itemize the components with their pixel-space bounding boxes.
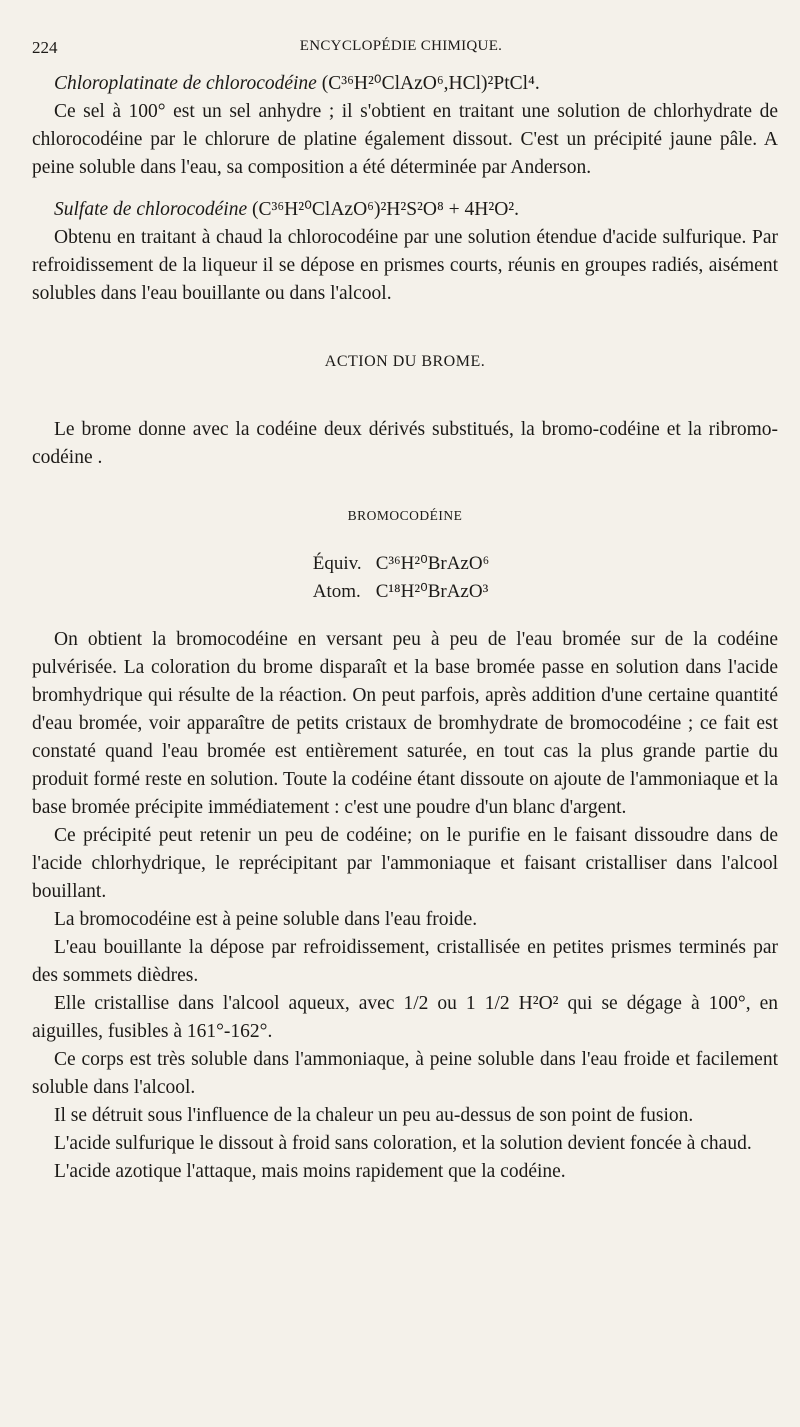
formula-row-atom: [313, 578, 497, 606]
bromocodeine-paragraph: Ce précipité peut retenir un peu de codéine; on le purifie en le faisant dissoudre dans de l'acide chlorhydrique, le reprécipitant par l'ammoniaque et faisant cristalliser dans l'alcool bouillant.: [32, 825, 778, 902]
page-number: 224: [32, 38, 58, 57]
formula-value: C³⁶H²⁰BrAzO⁶: [375, 553, 490, 574]
sulfate-title: Sulfate de chlorocodéine: [54, 199, 248, 220]
sulfate-paragraph: Obtenu en traitant à chaud la chlorocodéine par une solution étendue d'acide sulfurique. Par refroidissement de la liqueur il se dépose en prismes courts, réunis en groupes radiés, aisément solubles dans l'eau bouillante ou dans l'alcool.: [32, 227, 778, 304]
page-header: [32, 38, 770, 62]
chloroplatinate-heading: [32, 70, 778, 98]
bromocodeine-paragraph: Ce corps est très soluble dans l'ammoniaque, à peine soluble dans l'eau froide et facilement soluble dans l'alcool.: [32, 1049, 778, 1098]
sulfate-heading: [32, 196, 778, 224]
bromocodeine-title: BROMOCODÉINE: [347, 508, 463, 523]
sulfate-formula: (C³⁶H²⁰ClAzO⁶)²H²S²O⁸ + 4H²O².: [252, 199, 520, 220]
bromocodeine-paragraph: L'acide azotique l'attaque, mais moins rapidement que la codéine.: [54, 1161, 566, 1182]
bromocodeine-paragraph: On obtient la bromocodéine en versant peu à peu de l'eau bromée sur de la codéine pulvérisée. La coloration du brome disparaît et la base bromée passe en solution dans l'acide bromhydrique qui résulte de la réaction. On peut parfois, après addition d'une certaine quantité d'eau bromée, voir apparaître de petits cristaux de bromhydrate de bromocodéine ; ce fait est constaté quand l'eau bromée est entièrement saturée, en tout cas la plus grande partie du produit formé reste en solution. Toute la codéine étant dissoute on ajoute de l'ammoniaque et la base bromée précipite immédiatement : c'est une poudre d'un blanc d'argent.: [32, 629, 778, 818]
chloroplatinate-formula: (C³⁶H²⁰ClAzO⁶,HCl)²PtCl⁴.: [321, 73, 540, 94]
formula-label: Atom.: [312, 581, 361, 602]
page-body: [32, 70, 778, 1186]
section-intro: Le brome donne avec la codéine deux dérivés substitués, la bromo-codéine et la ribromo-codéine .: [32, 419, 778, 468]
chloroplatinate-title: Chloroplatinate de chlorocodéine: [54, 73, 317, 94]
running-head: ENCYCLOPÉDIE CHIMIQUE.: [299, 38, 503, 54]
formula-label: Équiv.: [312, 553, 362, 574]
bromocodeine-paragraph: L'acide sulfurique le dissout à froid sans coloration, et la solution devient foncée à chaud.: [54, 1133, 752, 1154]
bromocodeine-paragraph: La bromocodéine est à peine soluble dans l'eau froide.: [54, 909, 478, 930]
bromocodeine-paragraph: L'eau bouillante la dépose par refroidissement, cristallisée en petites prismes terminés par des sommets dièdres.: [32, 937, 778, 986]
formula-row-equiv: [313, 550, 497, 578]
formula-table: [313, 550, 497, 606]
bromocodeine-paragraph: Il se détruit sous l'influence de la chaleur un peu au-dessus de son point de fusion.: [54, 1105, 694, 1126]
section-title: ACTION DU BROME.: [324, 353, 486, 370]
formula-value: C¹⁸H²⁰BrAzO³: [375, 581, 489, 602]
bromocodeine-paragraph: Elle cristallise dans l'alcool aqueux, avec 1/2 ou 1 1/2 H²O² qui se dégage à 100°, en aiguilles, fusibles à 161°-162°.: [32, 993, 778, 1042]
chloroplatinate-paragraph: Ce sel à 100° est un sel anhydre ; il s'obtient en traitant une solution de chlorhydrate de chlorocodéine par le chlorure de platine également dissout. C'est un précipité jaune pâle. A peine soluble dans l'eau, sa composition a été déterminée par Anderson.: [32, 101, 778, 178]
